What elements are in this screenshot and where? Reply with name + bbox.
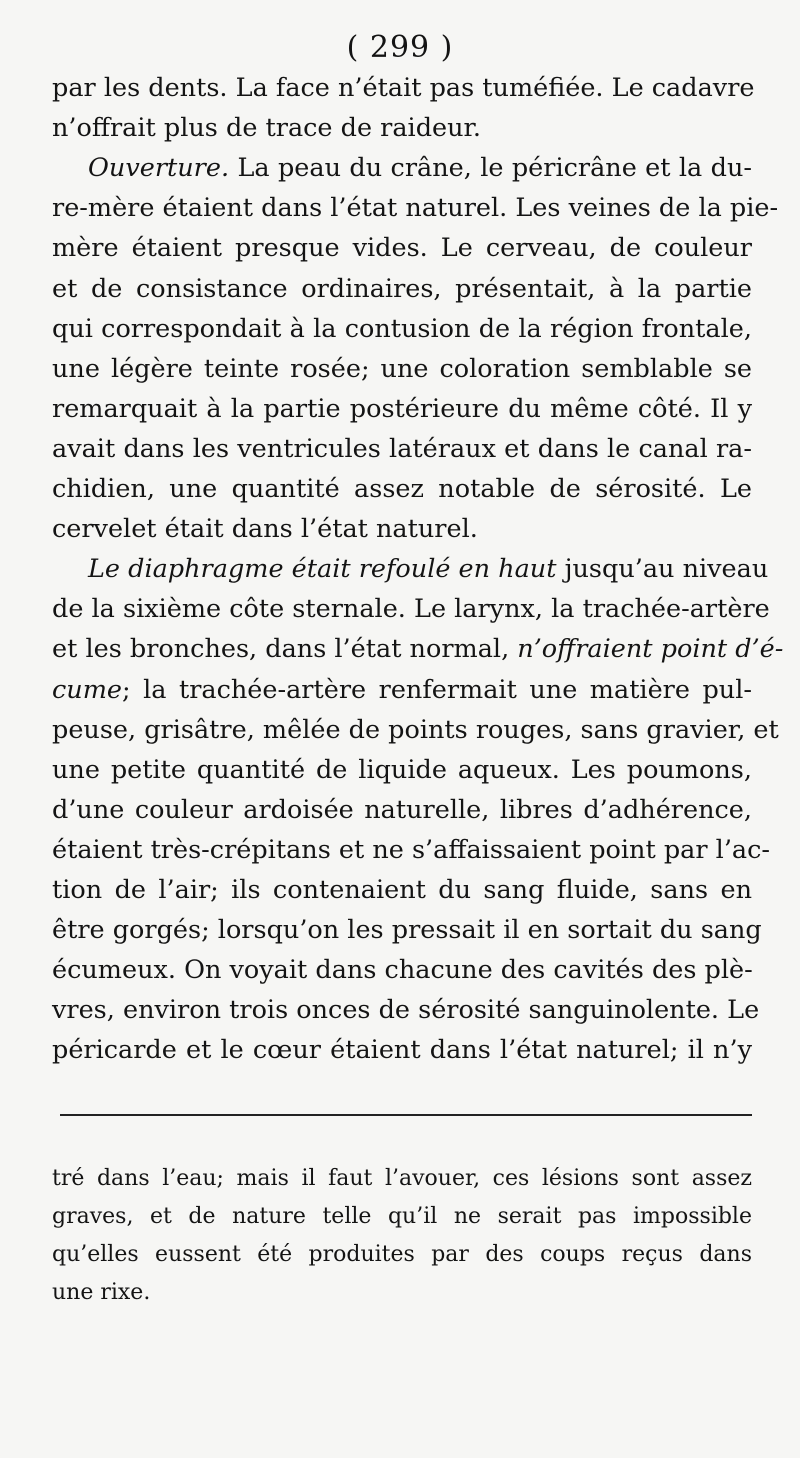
footnote-line: une rixe. (52, 1280, 151, 1305)
text-segment: être gorgés; lorsqu’on les pressait il en sortait du sang (52, 915, 762, 946)
text-line (52, 1035, 752, 1066)
text-line (52, 113, 752, 144)
text-line (52, 834, 771, 865)
text-segment: chidien, une quantité assez notable de sérosité. Le (52, 474, 752, 504)
text-line (52, 754, 752, 785)
text-line (52, 273, 752, 304)
text-line (52, 393, 752, 424)
text-line (52, 514, 752, 545)
text-line (52, 955, 753, 986)
text-line (52, 474, 752, 504)
footnote-line: graves, et de nature telle qu’il ne serait pas impossible (52, 1204, 752, 1229)
text-line (52, 714, 779, 745)
text-line (52, 73, 755, 103)
text-segment: mère étaient presque vides. Le cerveau, de couleur (52, 233, 752, 264)
text-segment: re-mère étaient dans l’état naturel. Les veines de la pie- (52, 193, 779, 224)
text-line (52, 995, 760, 1026)
footnote-line: qu’elles eussent été produites par des coups reçus dans (52, 1242, 752, 1267)
text-segment: tion de l’air; ils contenaient du sang fluide, sans en (52, 875, 752, 905)
text-segment: étaient très-crépitans et ne s’affaissaient point par l’ac- (52, 834, 771, 865)
text-segment: avait dans les ventricules latéraux et dans le canal ra- (52, 433, 752, 464)
text-line (88, 554, 769, 585)
text-segment: une légère teinte rosée; une coloration semblable se (52, 353, 752, 384)
text-segment: peuse, grisâtre, mêlée de points rouges, sans gravier, et (52, 714, 779, 745)
text-line (52, 915, 762, 946)
text-segment: qui correspondait à la contusion de la région frontale, (52, 313, 752, 344)
text-line (52, 875, 752, 905)
text-segment: d’une couleur ardoisée naturelle, libres d’adhérence, (52, 794, 752, 825)
text-segment: péricarde et le cœur étaient dans l’état naturel; il n’y (52, 1035, 752, 1066)
text-segment: remarquait à la partie postérieure du même côté. Il y (52, 393, 752, 424)
text-segment: une petite quantité de liquide aqueux. Les poumons, (52, 754, 752, 785)
footnote-divider (60, 1114, 752, 1116)
text-segment: par les dents. La face n’était pas tuméfiée. Le cadavre (52, 73, 755, 103)
text-segment: La peau du crâne, le péricrâne et la du- (229, 153, 752, 184)
text-segment: et de consistance ordinaires, présentait, à la partie (52, 273, 752, 304)
text-segment: écumeux. On voyait dans chacune des cavités des plè- (52, 955, 753, 986)
text-line (88, 153, 752, 184)
text-segment: n’offrait plus de trace de raideur. (52, 113, 482, 144)
text-line (52, 193, 779, 224)
text-line (52, 634, 784, 665)
text-segment: de la sixième côte sternale. Le larynx, la trachée-artère (52, 594, 770, 625)
text-segment: jusqu’au niveau (556, 554, 769, 585)
text-segment: cervelet était dans l’état naturel. (52, 514, 478, 545)
page-number: ( 299 ) (346, 30, 454, 65)
text-line (52, 313, 752, 344)
text-line (52, 353, 752, 384)
text-line (52, 233, 752, 264)
italic-text: Le diaphragme était refoulé en haut (88, 554, 557, 585)
italic-text: Ouverture. (88, 153, 230, 184)
text-line (52, 794, 752, 825)
text-line (52, 674, 752, 705)
italic-text: n’offraient point d’é- (517, 634, 784, 665)
text-line (52, 594, 770, 625)
text-line (52, 433, 752, 464)
text-segment: vres, environ trois onces de sérosité sanguinolente. Le (52, 995, 760, 1026)
italic-text: cume (52, 674, 122, 705)
footnote-line: tré dans l’eau; mais il faut l’avouer, ces lésions sont assez (52, 1166, 752, 1191)
text-segment: et les bronches, dans l’état normal, (52, 634, 518, 665)
text-segment: ; la trachée-artère renfermait une matière pul- (121, 674, 752, 705)
